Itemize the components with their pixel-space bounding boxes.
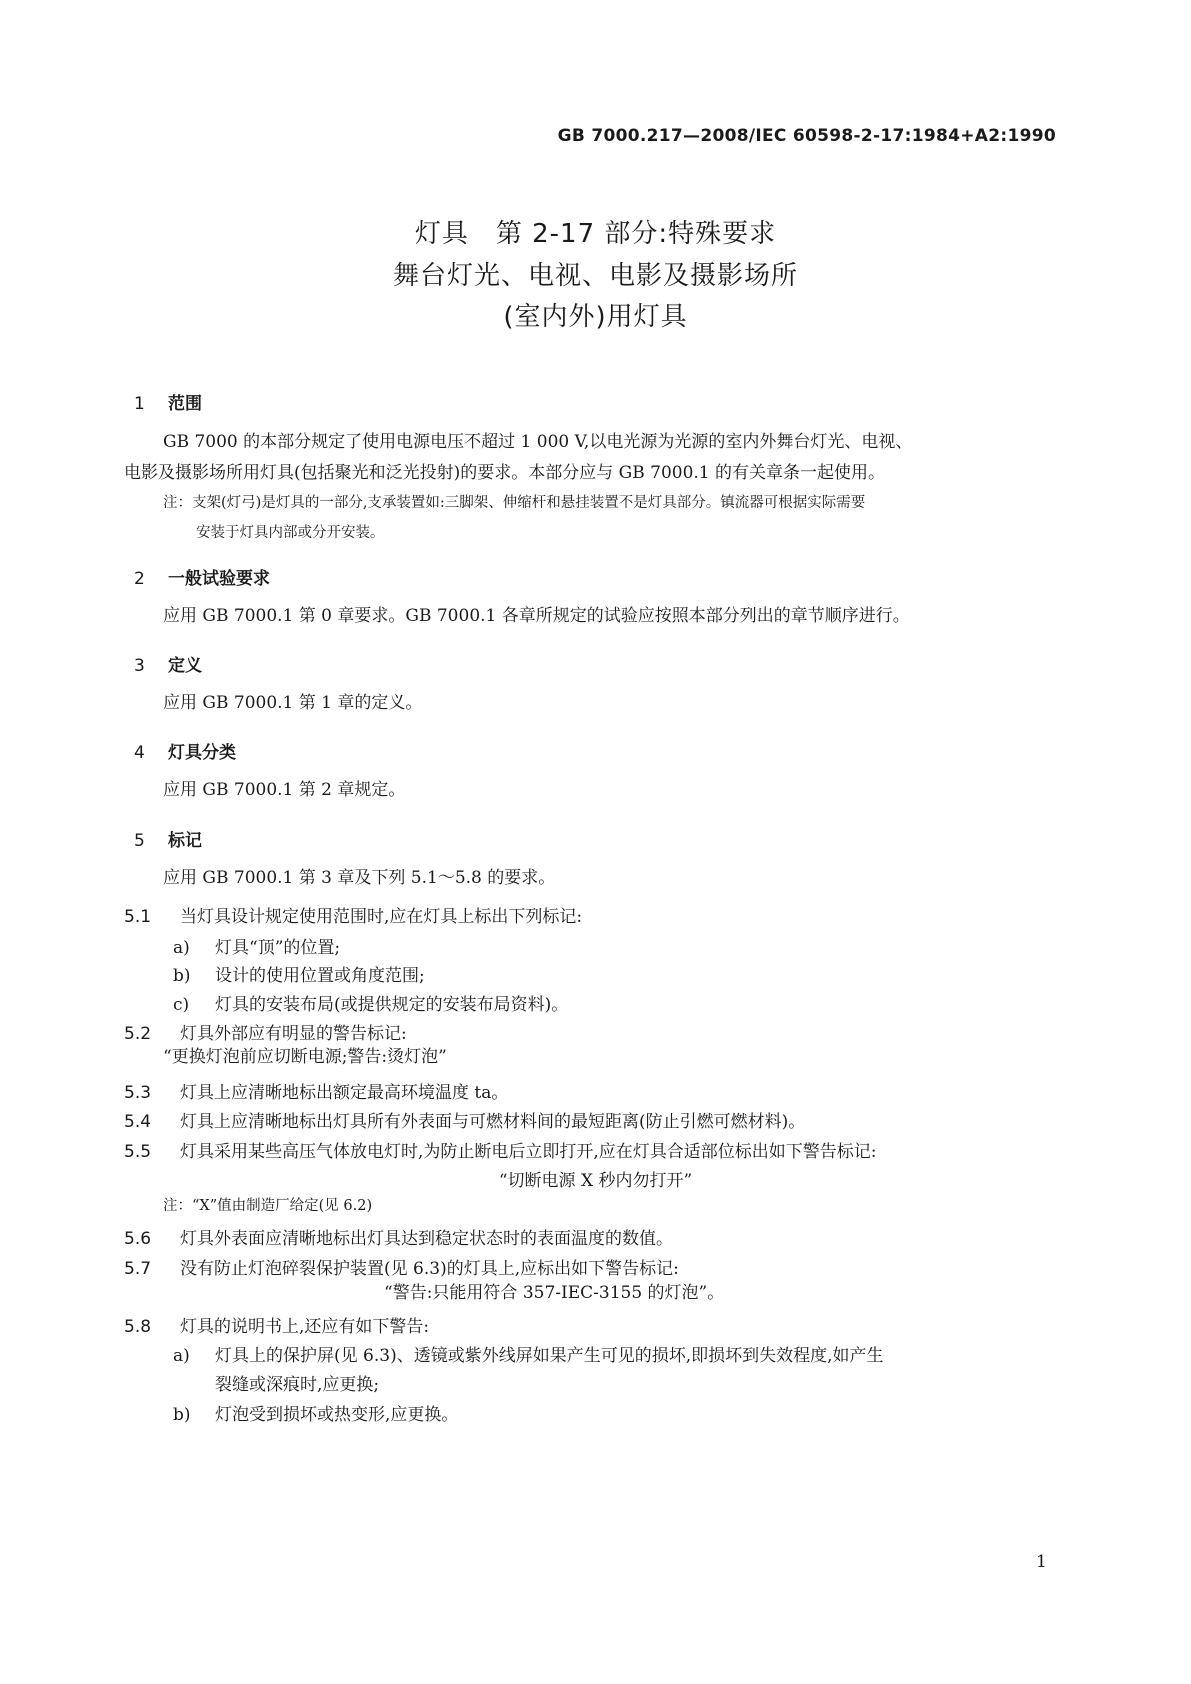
clause-5-6: [124, 1224, 673, 1249]
item-text: 灯泡受到损坏或热变形,应更换。: [215, 1405, 459, 1425]
title-line-1: 灯具 第 2-17 部分:特殊要求: [414, 219, 777, 249]
clause-text: 灯具采用某些高压气体放电灯时,为防止断电后立即打开,应在灯具合适部位标出如下警告标记:: [180, 1142, 877, 1162]
clause-5-7: [124, 1254, 679, 1279]
paragraph: 应用 GB 7000.1 第 1 章的定义。: [163, 693, 423, 713]
item-label: a): [173, 1346, 190, 1366]
item-text: 灯具“顶”的位置;: [215, 938, 341, 958]
standard-number-header: GB 7000.217—2008/IEC 60598-2-17:1984+A2:1990: [557, 126, 1056, 146]
clause-number: 5.4: [124, 1112, 152, 1132]
section-heading-5: [134, 826, 202, 851]
section-number: 5: [134, 831, 145, 851]
clause-text: 灯具的说明书上,还应有如下警告:: [180, 1317, 430, 1337]
section-heading-3: [134, 651, 202, 676]
section-number: 1: [134, 394, 145, 414]
item-text: 设计的使用位置或角度范围;: [215, 966, 425, 986]
warning-quote: “警告:只能用符合 357-IEC-3155 的灯泡”。: [384, 1283, 725, 1303]
item-label: a): [173, 938, 190, 958]
section-number: 2: [134, 569, 145, 589]
clause-text: 灯具外表面应清晰地标出灯具达到稳定状态时的表面温度的数值。: [180, 1229, 673, 1249]
section-number: 3: [134, 656, 145, 676]
section-heading-4: [134, 738, 236, 763]
clause-text: 灯具外部应有明显的警告标记:: [180, 1024, 407, 1044]
warning-quote: “切断电源 X 秒内勿打开”: [498, 1171, 693, 1191]
item-text: 灯具上的保护屏(见 6.3)、透镜或紫外线屏如果产生可见的损坏,即损坏到失效程度,如产生: [215, 1346, 884, 1366]
section-number: 4: [134, 743, 145, 763]
clause-5-1: [124, 902, 582, 927]
paragraph: 应用 GB 7000.1 第 0 章要求。GB 7000.1 各章所规定的试验应按照本部分列出的章节顺序进行。: [163, 606, 910, 626]
paragraph: 应用 GB 7000.1 第 2 章规定。: [163, 780, 406, 800]
clause-number: 5.1: [124, 907, 152, 927]
paragraph: GB 7000 的本部分规定了使用电源电压不超过 1 000 V,以电光源为光源的室内外舞台灯光、电视、: [163, 432, 913, 452]
item-text: 灯具的安装布局(或提供规定的安装布局资料)。: [215, 995, 569, 1015]
clause-5-5: [124, 1137, 877, 1162]
note: 注：支架(灯弓)是灯具的一部分,支承装置如:三脚架、伸缩杆和悬挂装置不是灯具部分。镇流器可根据实际需要: [163, 495, 866, 511]
item-label: c): [173, 995, 190, 1015]
section-title: 标记: [168, 831, 202, 851]
section-heading-1: [134, 389, 202, 414]
list-item: [173, 1400, 458, 1425]
section-heading-2: [134, 564, 270, 589]
list-item: [173, 990, 568, 1015]
clause-5-3: [124, 1078, 508, 1103]
clause-number: 5.6: [124, 1229, 152, 1249]
clause-text: 当灯具设计规定使用范围时,应在灯具上标出下列标记:: [180, 907, 583, 927]
section-title: 定义: [168, 656, 202, 676]
title-line-2: 舞台灯光、电视、电影及摄影场所: [392, 261, 798, 291]
item-label: b): [173, 966, 191, 986]
warning-quote: “更换灯泡前应切断电源;警告:烫灯泡”: [163, 1047, 447, 1067]
clause-text: 没有防止灯泡碎裂保护装置(见 6.3)的灯具上,应标出如下警告标记:: [180, 1259, 679, 1279]
list-item-continued: 裂缝或深痕时,应更换;: [215, 1375, 380, 1395]
page-number: 1: [1036, 1552, 1047, 1572]
clause-text: 灯具上应清晰地标出灯具所有外表面与可燃材料间的最短距离(防止引燃可燃材料)。: [180, 1112, 806, 1132]
section-title: 灯具分类: [168, 743, 236, 763]
note-continued: 安装于灯具内部或分开安装。: [196, 525, 385, 541]
list-item: [173, 1341, 884, 1366]
section-title: 一般试验要求: [168, 569, 270, 589]
paragraph: 应用 GB 7000.1 第 3 章及下列 5.1～5.8 的要求。: [163, 868, 556, 888]
clause-number: 5.5: [124, 1142, 152, 1162]
clause-number: 5.7: [124, 1259, 152, 1279]
section-title: 范围: [168, 394, 202, 414]
clause-number: 5.3: [124, 1083, 152, 1103]
list-item: [173, 933, 340, 958]
note: 注：“X”值由制造厂给定(见 6.2): [163, 1198, 373, 1214]
clause-text: 灯具上应清晰地标出额定最高环境温度 ta。: [180, 1083, 509, 1103]
clause-number: 5.2: [124, 1024, 152, 1044]
item-label: b): [173, 1405, 191, 1425]
title-line-3: (室内外)用灯具: [503, 302, 688, 332]
list-item: [173, 961, 425, 986]
clause-number: 5.8: [124, 1317, 152, 1337]
clause-5-8: [124, 1312, 429, 1337]
clause-5-4: [124, 1107, 805, 1132]
paragraph: 电影及摄影场所用灯具(包括聚光和泛光投射)的要求。本部分应与 GB 7000.1 的有关章条一起使用。: [124, 463, 886, 483]
